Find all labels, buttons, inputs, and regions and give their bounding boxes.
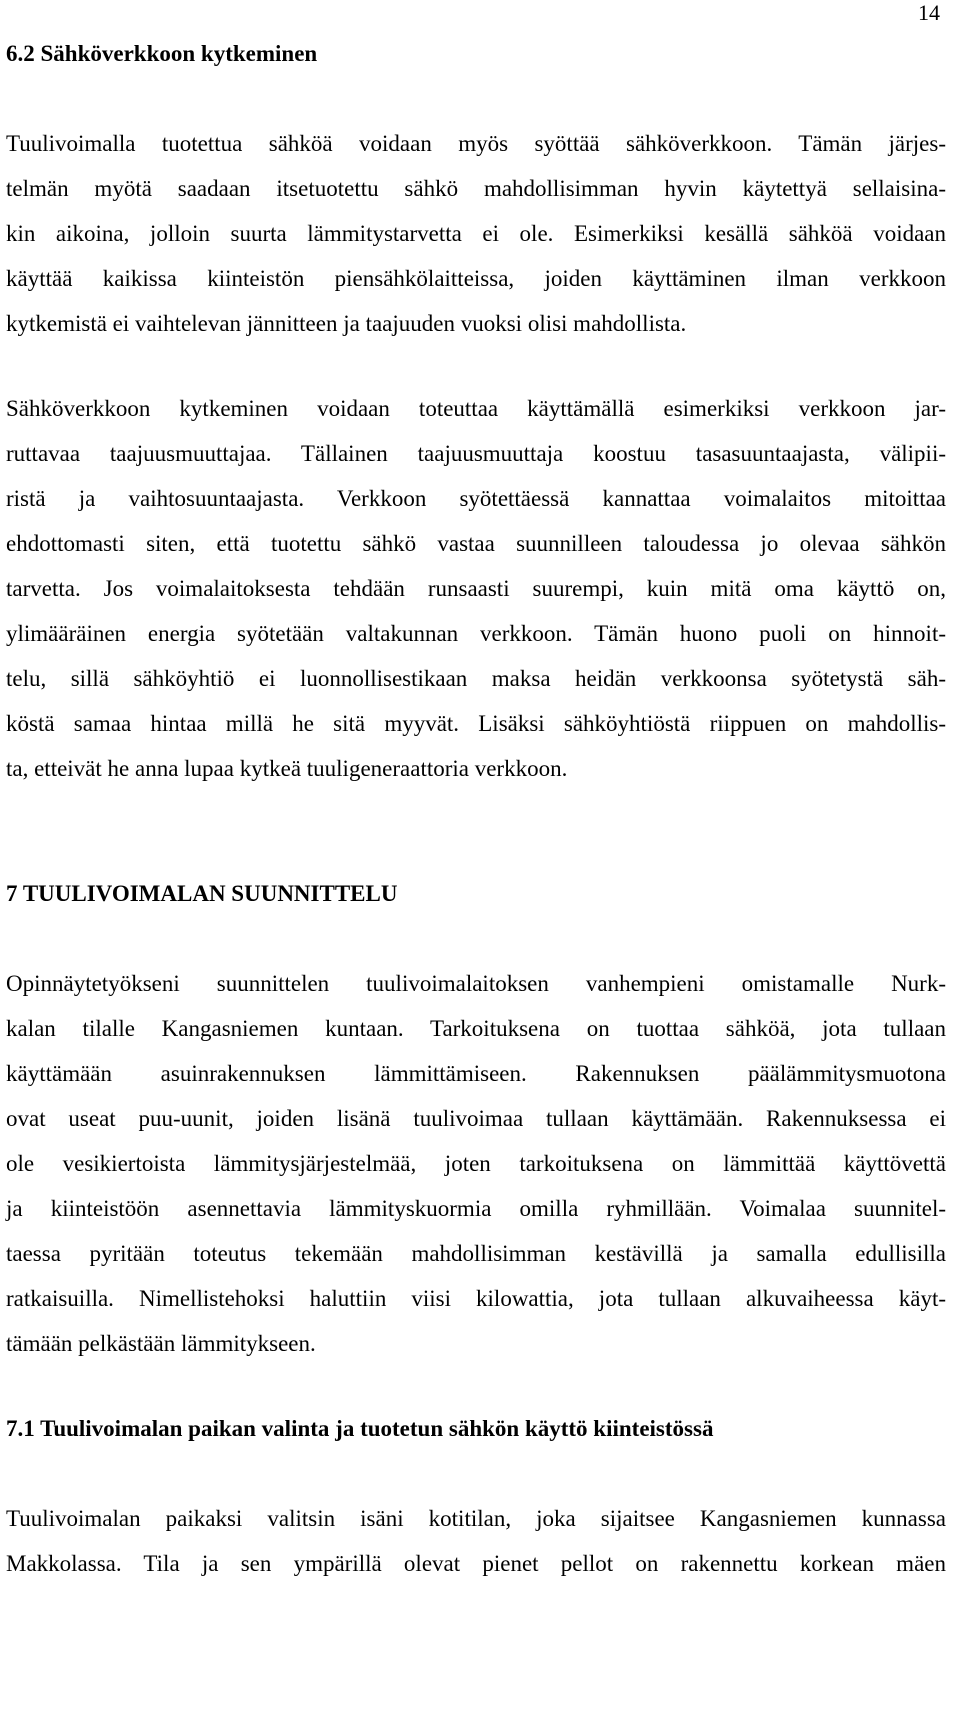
section-heading-7-1: 7.1 Tuulivoimalan paikan valinta ja tuotetun sähkön käyttö kiinteistössä: [6, 1416, 714, 1441]
paragraph-line: Sähköverkkoon kytkeminen voidaan toteuttaa käyttämällä esimerkiksi verkkoon jar-: [6, 396, 946, 421]
paragraph-line: kin aikoina, jolloin suurta lämmitystarvetta ei ole. Esimerkiksi kesällä sähköä voidaan: [6, 221, 946, 246]
paragraph-line: ristä ja vaihtosuuntaajasta. Verkkoon syötettäessä kannattaa voimalaitos mitoittaa: [6, 486, 946, 511]
paragraph-line: telmän myötä saadaan itsetuotettu sähkö mahdollisimman hyvin käytettyä sellaisina-: [6, 176, 946, 201]
section-heading-7: 7 TUULIVOIMALAN SUUNNITTELU: [6, 881, 398, 906]
paragraph-line: ruttavaa taajuusmuuttajaa. Tällainen taajuusmuuttaja koostuu tasasuuntaajasta, välipii-: [6, 441, 946, 466]
paragraph-line: käyttämään asuinrakennuksen lämmittämiseen. Rakennuksen päälämmitysmuotona: [6, 1061, 946, 1086]
paragraph-line: tämään pelkästään lämmitykseen.: [6, 1331, 316, 1356]
paragraph-line: Tuulivoimalla tuotettua sähköä voidaan myös syöttää sähköverkkoon. Tämän järjes-: [6, 131, 946, 156]
paragraph-line: ehdottomasti siten, että tuotettu sähkö vastaa suunnilleen taloudessa jo olevaa sähkön: [6, 531, 946, 556]
paragraph-line: käyttää kaikissa kiinteistön piensähkölaitteissa, joiden käyttäminen ilman verkkoon: [6, 266, 946, 291]
paragraph-line: ole vesikiertoista lämmitysjärjestelmää, joten tarkoituksena on lämmittää käyttövettä: [6, 1151, 946, 1176]
page-number: 14: [918, 0, 940, 25]
paragraph-line: köstä samaa hintaa millä he sitä myyvät. Lisäksi sähköyhtiöstä riippuen on mahdollis-: [6, 711, 946, 736]
paragraph-line: tarvetta. Jos voimalaitoksesta tehdään runsaasti suurempi, kuin mitä oma käyttö on,: [6, 576, 946, 601]
paragraph-line: ja kiinteistöön asennettavia lämmityskuormia omilla ryhmillään. Voimalaa suunnitel-: [6, 1196, 946, 1221]
paragraph-line: ratkaisuilla. Nimellistehoksi haluttiin viisi kilowattia, jota tullaan alkuvaiheessa käyt-: [6, 1286, 946, 1311]
paragraph-line: Makkolassa. Tila ja sen ympärillä olevat pienet pellot on rakennettu korkean mäen: [6, 1551, 946, 1576]
paragraph-line: Tuulivoimalan paikaksi valitsin isäni kotitilan, joka sijaitsee Kangasniemen kunnassa: [6, 1506, 946, 1531]
paragraph-line: telu, sillä sähköyhtiö ei luonnollisestikaan maksa heidän verkkoonsa syötetystä säh-: [6, 666, 946, 691]
paragraph-line: ta, etteivät he anna lupaa kytkeä tuuligeneraattoria verkkoon.: [6, 756, 568, 781]
paragraph-line: taessa pyritään toteutus tekemään mahdollisimman kestävillä ja samalla edullisilla: [6, 1241, 946, 1266]
paragraph-line: ovat useat puu-uunit, joiden lisänä tuulivoimaa tullaan käyttämään. Rakennuksessa ei: [6, 1106, 946, 1131]
paragraph-line: Opinnäytetyökseni suunnittelen tuulivoimalaitoksen vanhempieni omistamalle Nurk-: [6, 971, 946, 996]
paragraph-line: kalan tilalle Kangasniemen kuntaan. Tarkoituksena on tuottaa sähköä, jota tullaan: [6, 1016, 946, 1041]
paragraph-line: kytkemistä ei vaihtelevan jännitteen ja taajuuden vuoksi olisi mahdollista.: [6, 311, 687, 336]
section-heading-6-2: 6.2 Sähköverkkoon kytkeminen: [6, 41, 318, 66]
paragraph-line: ylimääräinen energia syötetään valtakunnan verkkoon. Tämän huono puoli on hinnoit-: [6, 621, 946, 646]
